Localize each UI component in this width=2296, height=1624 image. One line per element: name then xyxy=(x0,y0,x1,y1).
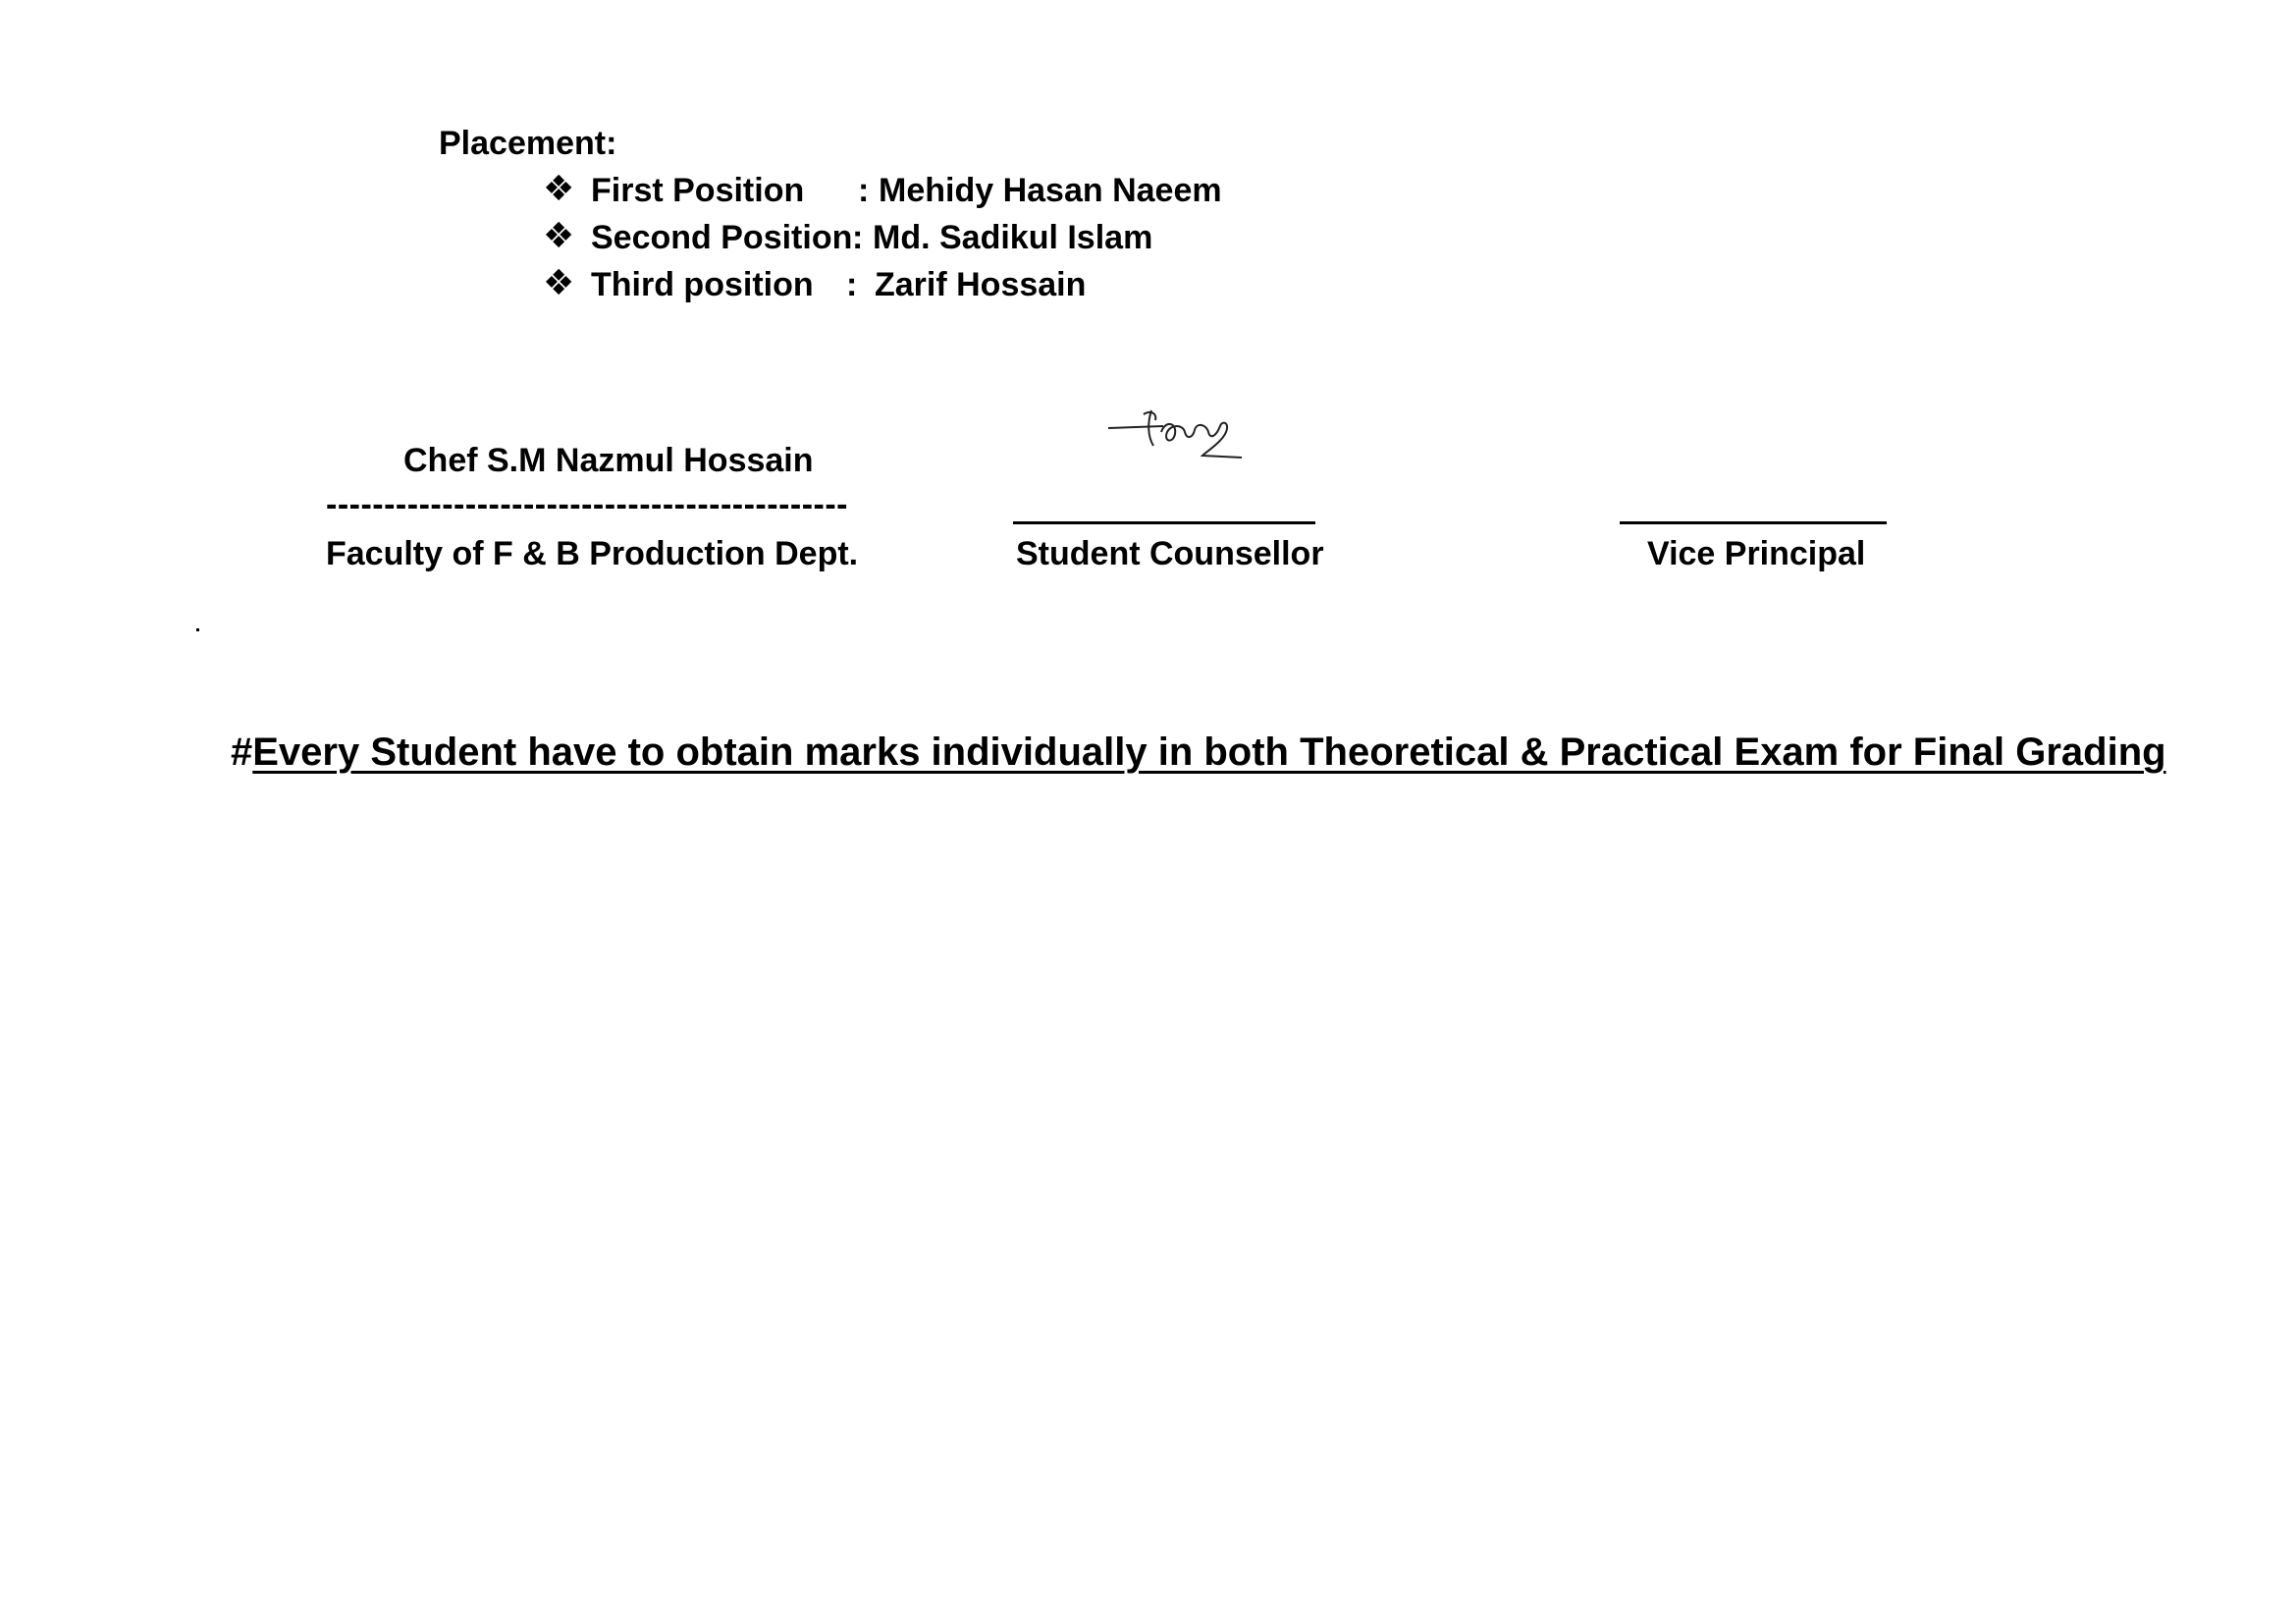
vice-principal-signature-line xyxy=(1620,521,1887,524)
diamond-bullet-icon: ❖ xyxy=(543,262,575,302)
counsellor-signature-line xyxy=(1013,521,1315,524)
grading-note-hash: # xyxy=(231,731,253,774)
vice-principal-title: Vice Principal xyxy=(1647,535,1866,572)
counsellor-title: Student Counsellor xyxy=(1016,535,1324,572)
diamond-bullet-icon: ❖ xyxy=(543,215,575,255)
stray-dot xyxy=(196,628,199,631)
position-separator-second: : xyxy=(852,219,864,256)
position-separator-first: : xyxy=(858,172,870,209)
position-separator-third: : xyxy=(846,266,858,303)
position-name-third: Zarif Hossain xyxy=(875,266,1087,303)
handwritten-signature xyxy=(1104,403,1252,471)
grading-note-text: Every Student have to obtain marks individually in both Theoretical & Practical Exam for Final Grading xyxy=(252,731,2166,774)
faculty-title: Faculty of F & B Production Dept. xyxy=(326,535,859,572)
position-label-first: First Position xyxy=(591,172,805,209)
placement-heading: Placement: xyxy=(439,125,617,162)
position-label-third: Third position xyxy=(591,266,814,303)
faculty-name: Chef S.M Nazmul Hossain xyxy=(403,442,814,479)
position-name-first: Mehidy Hasan Naeem xyxy=(879,172,1222,209)
position-label-second: Second Position xyxy=(591,219,853,256)
grading-note xyxy=(231,732,2166,772)
diamond-bullet-icon: ❖ xyxy=(543,168,575,208)
position-name-second: Md. Sadikul Islam xyxy=(873,219,1153,256)
faculty-dash-line: --------------------------------------------- xyxy=(326,486,849,523)
